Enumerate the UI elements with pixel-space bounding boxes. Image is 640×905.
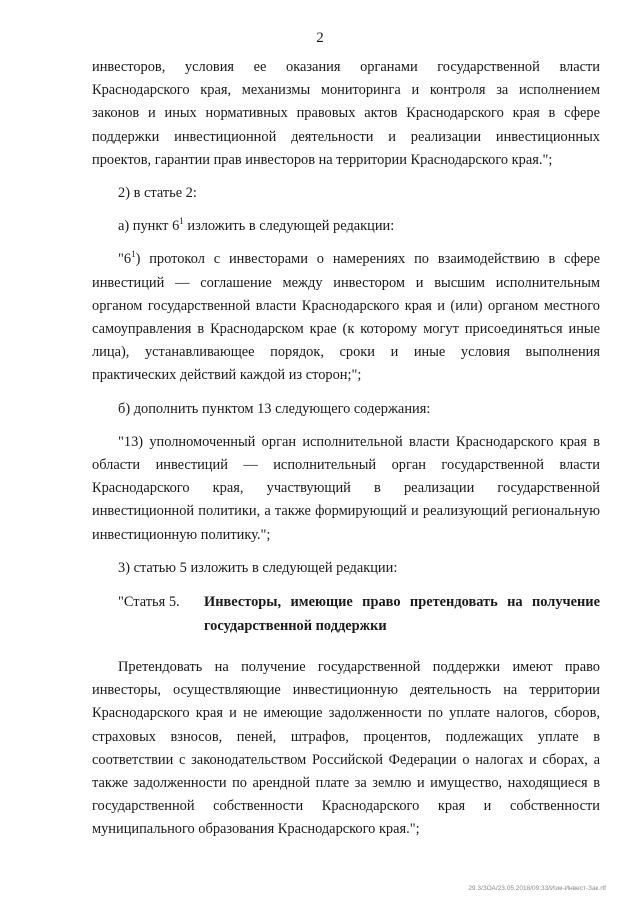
point-6-1-text-end: ) протокол с инвесторами о намерениях по взаимодействию в сфере инвестиций — соглашение между инвестором и высшим исполнительным органом государственной власти Краснодарского края и (или) органом местного самоуправления в Краснодарском крае (к которому могут присоединяться иные лица), устанавливающее порядок, сроки и иные условия выполнения практических действий каждой из сторон;"; xyxy=(92,251,600,384)
article-5-number: "Статья 5. xyxy=(118,594,180,611)
point-6-1-superscript: 1 xyxy=(131,249,136,260)
item-a-text-start: а) пункт 6 xyxy=(118,218,180,235)
paragraph-article-5: 3) статью 5 изложить в следующей редакции: xyxy=(118,559,398,576)
article-5-title-line-2: государственной поддержки xyxy=(204,618,387,635)
article-5-title xyxy=(204,590,600,638)
item-a-text-end: изложить в следующей редакции: xyxy=(183,218,395,235)
paragraph-intro: инвесторов, условия ее оказания органами государственной власти Краснодарского края, механизмы мониторинга и контроля за исполнением законов и иных нормативных правовых актов Краснодарского края в сфере поддержки инвестиционной деятельности и реализации инвестиционных проектов, гарантии прав инвесторов на территории Краснодарского края."; xyxy=(92,59,600,168)
file-footer: 29.3/ЗОА/23.05.2018/09:33/Изм-Инвест-Зак.rtf xyxy=(468,885,606,892)
article-5-title-line-1: Инвесторы, имеющие право претендовать на получение xyxy=(204,594,600,611)
paragraph-item-b: б) дополнить пунктом 13 следующего содержания: xyxy=(118,400,431,417)
paragraph-point-13: "13) уполномоченный орган исполнительной власти Краснодарского края в области инвестиций — исполнительный орган государственной власти Краснодарского края, участвующий в реализации государственной инвестиционной политики, а также формирующий и реализующий региональную инвестиционную политику."; xyxy=(92,433,600,543)
paragraph-point-6-1 xyxy=(92,248,600,387)
paragraph-article-5-body: Претендовать на получение государственной поддержки имеют право инвесторы, осуществляющие инвестиционную деятельность на территории Краснодарского края и не имеющие задолженности по уплате налогов, сборов, страховых взносов, пеней, штрафов, процентов, подлежащих уплате в соответствии с законодательством Российской Федерации о налогах и сборах, а также задолженности по арендной плате за землю и имущество, находящиеся в государственной собственности Краснодарского края и собственности муниципального образования Краснодарского края."; xyxy=(92,659,600,838)
point-6-1-text-start: "6 xyxy=(118,251,132,268)
document-body xyxy=(92,56,600,842)
paragraph-item-a xyxy=(92,215,600,238)
page-number: 2 xyxy=(316,30,324,46)
paragraph-article-2: 2) в статье 2: xyxy=(118,185,197,202)
article-5-heading xyxy=(92,590,600,638)
item-a-superscript: 1 xyxy=(179,216,184,227)
